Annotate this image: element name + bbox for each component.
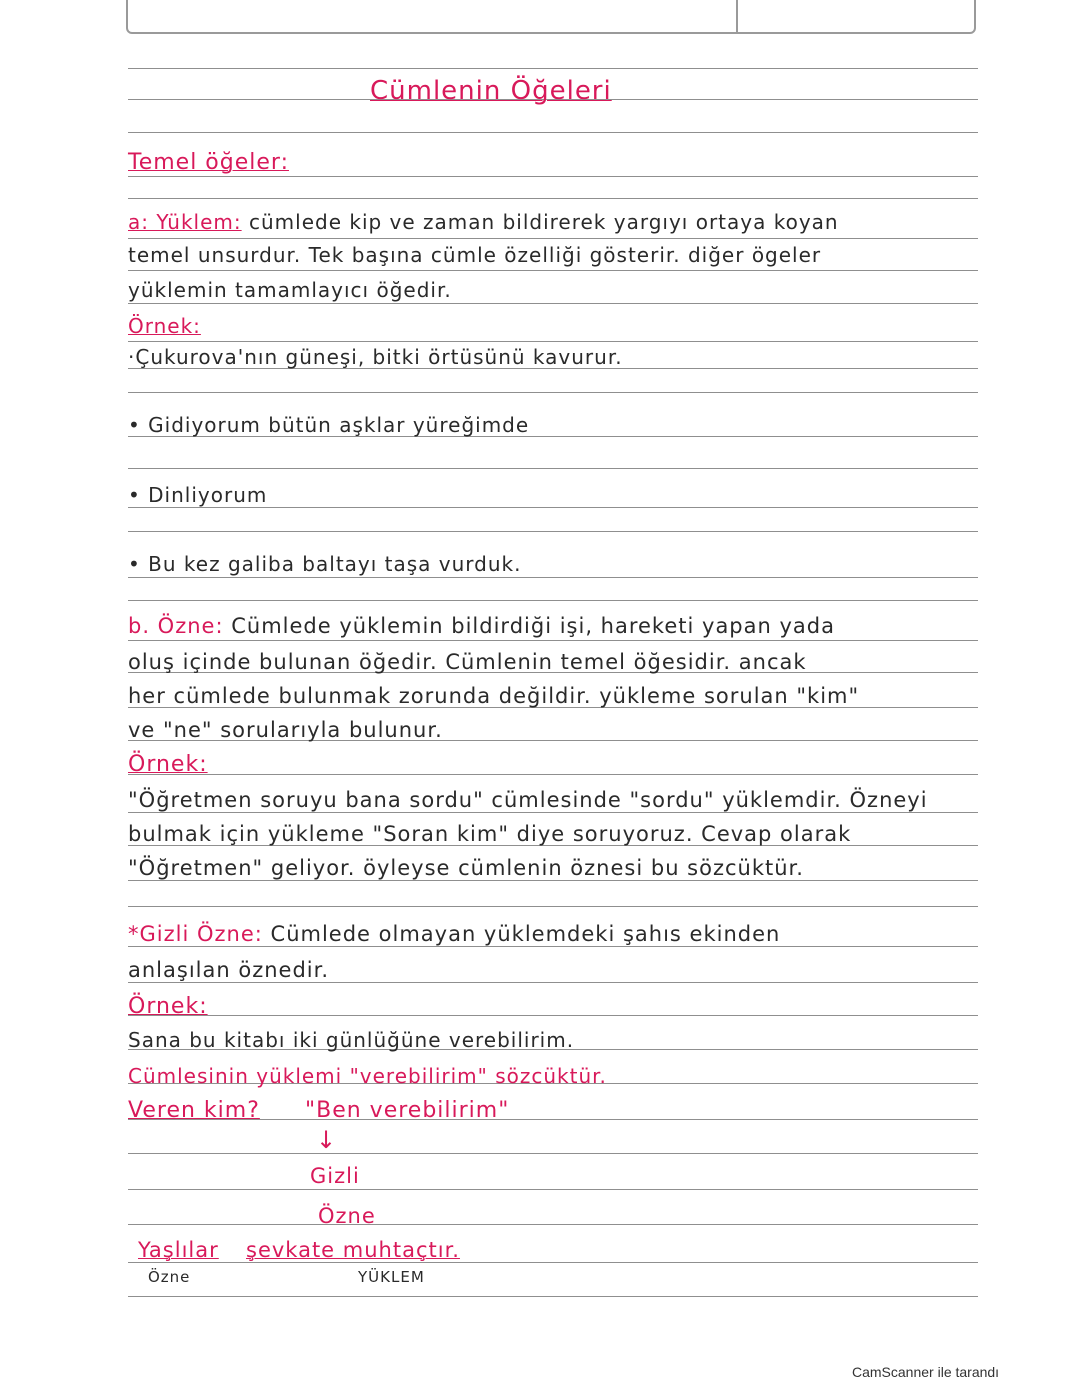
- gizli-ozne-example-line2: Cümlesinin yüklemi "verebilirim" sözcüktür.: [128, 1064, 607, 1088]
- ruled-line: [128, 531, 978, 532]
- ozne-definition-line3: her cümlede bulunmak zorunda değildir. yükleme sorulan "kim": [128, 684, 860, 708]
- ruled-line: [128, 1296, 978, 1297]
- ruled-line: [128, 600, 978, 601]
- ozne-example-label: Örnek:: [128, 752, 208, 777]
- ruled-line: [128, 1262, 978, 1263]
- ozne-definition-line2: oluş içinde bulunan öğedir. Cümlenin temel öğesidir. ancak: [128, 650, 807, 674]
- ruled-line: [128, 982, 978, 983]
- ozne-example-line3: "Öğretmen" geliyor. öyleyse cümlenin öznesi bu sözcüktür.: [128, 856, 804, 880]
- ozne-definition-line1: [128, 614, 835, 638]
- yuklem-example-4: • Bu kez galiba baltayı taşa vurduk.: [128, 552, 522, 576]
- ruled-line: [128, 198, 978, 199]
- ruled-line: [128, 906, 978, 907]
- ozne-line1-text: Cümlede yüklemin bildirdiği işi, hareketi yapan yada: [231, 614, 835, 638]
- section-heading: Temel öğeler:: [128, 150, 289, 175]
- ruled-line: [128, 812, 978, 813]
- subject-tag: Özne: [148, 1268, 191, 1286]
- ruled-line: [128, 577, 978, 578]
- gizli-ozne-definition-line1: [128, 922, 780, 946]
- gizli-word: Gizli: [310, 1164, 360, 1188]
- gizli-ozne-definition-line2: anlaşılan öznedir.: [128, 958, 329, 982]
- yuklem-definition-line1: [128, 210, 839, 234]
- ruled-line: [128, 880, 978, 881]
- ruled-line: [128, 303, 978, 304]
- gizli-ozne-answer: "Ben verebilirim": [305, 1098, 510, 1123]
- ruled-line: [128, 270, 978, 271]
- yuklem-example-2: • Gidiyorum bütün aşklar yüreğimde: [128, 413, 530, 437]
- ruled-line: [128, 68, 978, 69]
- ruled-line: [128, 774, 978, 775]
- ruled-line: [128, 507, 978, 508]
- ruled-line: [128, 176, 978, 177]
- ozne-example-line1: "Öğretmen soruyu bana sordu" cümlesinde "sordu" yüklemdir. Özneyi: [128, 788, 928, 812]
- gizli-ozne-label: *Gizli Özne:: [128, 922, 263, 946]
- gizli-ozne-example-label: Örnek:: [128, 994, 208, 1019]
- ruled-line: [128, 1015, 978, 1016]
- yuklem-definition-line3: yüklemin tamamlayıcı öğedir.: [128, 278, 452, 302]
- table-divider: [736, 0, 738, 32]
- ruled-line: [128, 341, 978, 342]
- predicate-tag: YÜKLEM: [358, 1268, 425, 1286]
- page-title: Cümlenin Öğeleri: [370, 76, 612, 106]
- scanner-watermark: CamScanner ile tarandı: [852, 1364, 1000, 1380]
- ruled-line: [128, 1153, 978, 1154]
- down-arrow-icon: ↓: [316, 1126, 338, 1154]
- ruled-line: [128, 640, 978, 641]
- ruled-line: [128, 946, 978, 947]
- yuklem-example-3: • Dinliyorum: [128, 483, 268, 507]
- gizli-ozne-question: Veren kim?: [128, 1098, 260, 1123]
- ozne-definition-line4: ve "ne" sorularıyla bulunur.: [128, 718, 443, 742]
- ruled-line: [128, 392, 978, 393]
- ruled-line: [128, 132, 978, 133]
- ruled-line: [128, 238, 978, 239]
- gizli-ozne-line1-text: Cümlede olmayan yüklemdeki şahıs ekinden: [270, 922, 781, 946]
- ozne-label: b. Özne:: [128, 614, 224, 638]
- ruled-line: [128, 1224, 978, 1225]
- top-table-box: [126, 0, 976, 34]
- example-predicate-words: şevkate muhtaçtır.: [246, 1238, 460, 1262]
- ruled-line: [128, 1189, 978, 1190]
- gizli-ozne-example-line1: Sana bu kitabı iki günlüğüne verebilirim.: [128, 1028, 575, 1052]
- example-subject-word: Yaşlılar: [138, 1238, 219, 1262]
- ozne-example-line2: bulmak için yükleme "Soran kim" diye soruyoruz. Cevap olarak: [128, 822, 852, 846]
- yuklem-line1-text: cümlede kip ve zaman bildirerek yargıyı ortaya koyan: [248, 210, 839, 234]
- ozne-word: Özne: [318, 1204, 376, 1228]
- ruled-line: [128, 468, 978, 469]
- yuklem-definition-line2: temel unsurdur. Tek başına cümle özelliği gösterir. diğer ögeler: [128, 243, 822, 267]
- yuklem-example-1: ·Çukurova'nın güneşi, bitki örtüsünü kavurur.: [128, 345, 623, 369]
- yuklem-example-label: Örnek:: [128, 314, 201, 338]
- yuklem-label: a: Yüklem:: [128, 210, 242, 234]
